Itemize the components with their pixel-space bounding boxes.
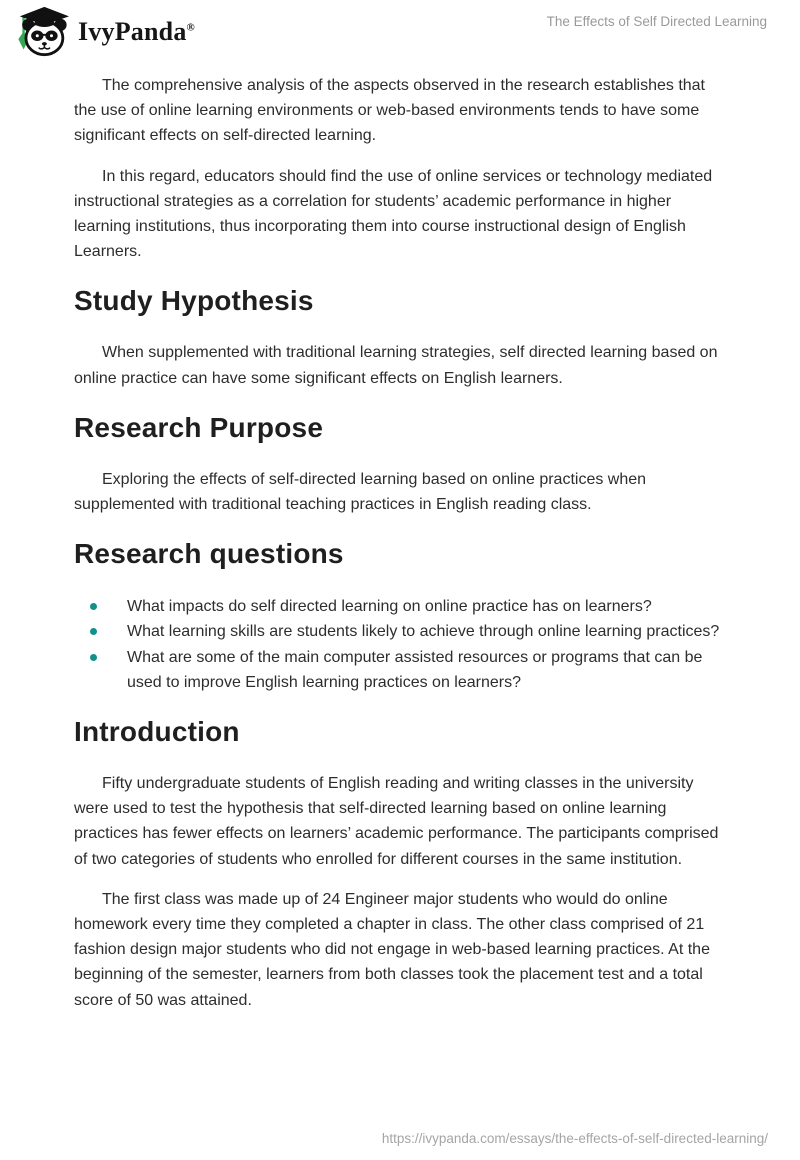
running-head-title: The Effects of Self Directed Learning [546,14,767,29]
brand-text: IvyPanda [78,16,187,46]
list-item-question-1: What impacts do self directed learning on online practice has on learners? [74,594,726,619]
brand [14,5,195,58]
heading-research-purpose: Research Purpose [74,411,324,443]
paragraph-educators: In this regard, educators should find the use of online services or technology mediated instructional strategies as a correlation for students’ academic performance in higher learning institutions, thus incorporating them into course instructional design of English Learners. [74,167,713,261]
paragraph-participants: Fifty undergraduate students of English reading and writing classes in the university were used to test the hypothesis that self-directed learning based on online learning practices has fewer effects on learners’ academic performance. The participants comprised of two categories of students who enrolled for different courses in the same institution. [74,775,719,868]
ivypanda-panda-graduate-logo-icon [14,5,71,58]
paragraph-analysis: The comprehensive analysis of the aspects observed in the research establishes that the use of online learning environments or web-based environments tends to have some significant effects on self-directed learning. [74,77,705,145]
source-url-link[interactable]: https://ivypanda.com/essays/the-effects-of-self-directed-learning/ [381,1131,768,1146]
heading-introduction: Introduction [74,716,240,748]
registered-mark: ® [186,20,195,33]
list-item-question-2: What learning skills are students likely to achieve through online learning practices? [74,619,726,644]
paragraph-purpose: Exploring the effects of self-directed learning based on online practices when supplemented with traditional teaching practices in English reading class. [74,470,647,514]
list-item-question-3: What are some of the main computer assisted resources or programs that can be used to improve English learning practices on learners? [74,645,726,695]
document-body [74,73,726,1013]
page-header [0,0,800,60]
paragraph-classes: The first class was made up of 24 Engineer major students who would do online homework every time they completed a chapter in class. The other class comprised of 21 fashion design major students who did not engage in web-based learning practices. At the beginning of the semester, learners from both classes took the placement test and a total score of 50 was attained. [74,890,710,1009]
research-questions-list [74,594,726,695]
paragraph-hypothesis: When supplemented with traditional learning strategies, self directed learning based on online practice can have some significant effects on English learners. [74,344,718,387]
heading-research-questions: Research questions [74,538,344,570]
brand-name [78,17,195,47]
page-footer [382,1131,768,1146]
heading-study-hypothesis: Study Hypothesis [74,285,314,317]
